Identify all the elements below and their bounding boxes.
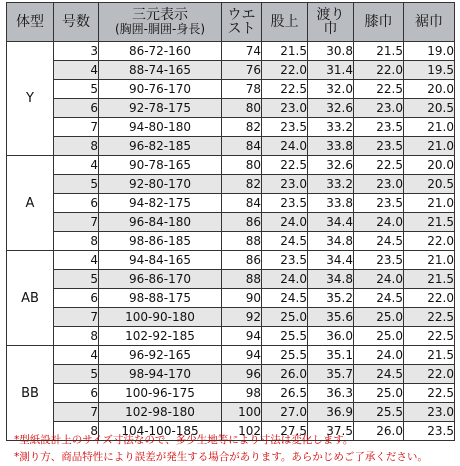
- size-number-cell: 8: [54, 137, 99, 156]
- hem-cell: 21.0: [404, 118, 455, 137]
- hem-cell: 21.5: [404, 346, 455, 365]
- size-number-cell: 5: [54, 365, 99, 384]
- table-body: [7, 42, 455, 441]
- size-number-cell: 6: [54, 289, 99, 308]
- hem-cell: 20.5: [404, 175, 455, 194]
- thigh-cell: 32.0: [308, 80, 354, 99]
- thigh-cell: 36.9: [308, 403, 354, 422]
- rise-cell: 23.5: [262, 251, 308, 270]
- knee-cell: 23.0: [354, 99, 404, 118]
- knee-cell: 24.0: [354, 346, 404, 365]
- table-row: [7, 118, 455, 137]
- size-number-cell: 4: [54, 156, 99, 175]
- table-row: [7, 384, 455, 403]
- waist-cell: 98: [222, 384, 262, 403]
- thigh-cell: 31.4: [308, 61, 354, 80]
- header-waist: [222, 3, 262, 42]
- rise-cell: 23.0: [262, 175, 308, 194]
- table-header: [7, 3, 455, 42]
- hem-cell: 21.5: [404, 213, 455, 232]
- body-type-cell: Y: [7, 42, 54, 156]
- header-size-number: 号数: [54, 3, 99, 42]
- waist-cell: 100: [222, 403, 262, 422]
- table-row: [7, 194, 455, 213]
- hem-cell: 19.0: [404, 42, 455, 61]
- table-row: [7, 232, 455, 251]
- body-type-cell: A: [7, 156, 54, 251]
- three-measure-cell: 90-78-165: [99, 156, 222, 175]
- waist-cell: 86: [222, 251, 262, 270]
- hem-cell: 20.0: [404, 80, 455, 99]
- rise-cell: 23.5: [262, 194, 308, 213]
- size-number-cell: 8: [54, 232, 99, 251]
- hem-cell: 20.5: [404, 99, 455, 118]
- size-number-cell: 3: [54, 42, 99, 61]
- rise-cell: 21.5: [262, 42, 308, 61]
- three-measure-cell: 98-94-170: [99, 365, 222, 384]
- table-row: [7, 42, 455, 61]
- thigh-cell: 36.3: [308, 384, 354, 403]
- header-knee: 膝巾: [354, 3, 404, 42]
- size-number-cell: 5: [54, 175, 99, 194]
- rise-cell: 25.0: [262, 308, 308, 327]
- three-measure-cell: 102-98-180: [99, 403, 222, 422]
- three-measure-cell: 92-78-175: [99, 99, 222, 118]
- three-measure-cell: 96-84-180: [99, 213, 222, 232]
- knee-cell: 23.5: [354, 251, 404, 270]
- table-row: [7, 175, 455, 194]
- hem-cell: 22.5: [404, 384, 455, 403]
- thigh-cell: 35.1: [308, 346, 354, 365]
- table-row: [7, 80, 455, 99]
- three-measure-cell: 96-86-170: [99, 270, 222, 289]
- size-number-cell: 4: [54, 251, 99, 270]
- header-thigh-line2: 巾: [323, 21, 338, 37]
- table-row: [7, 270, 455, 289]
- waist-cell: 84: [222, 137, 262, 156]
- thigh-cell: 34.8: [308, 232, 354, 251]
- knee-cell: 24.5: [354, 289, 404, 308]
- three-measure-cell: 104-100-185: [99, 422, 222, 441]
- three-measure-cell: 98-86-185: [99, 232, 222, 251]
- knee-cell: 23.5: [354, 137, 404, 156]
- waist-cell: 76: [222, 61, 262, 80]
- knee-cell: 22.5: [354, 80, 404, 99]
- three-measure-cell: 94-80-180: [99, 118, 222, 137]
- size-number-cell: 5: [54, 80, 99, 99]
- size-number-cell: 7: [54, 213, 99, 232]
- waist-cell: 80: [222, 99, 262, 118]
- three-measure-cell: 100-96-175: [99, 384, 222, 403]
- table-row: [7, 327, 455, 346]
- table-row: [7, 308, 455, 327]
- waist-cell: 88: [222, 270, 262, 289]
- rise-cell: 23.0: [262, 99, 308, 118]
- header-body-type: 体型: [7, 3, 54, 42]
- thigh-cell: 34.4: [308, 251, 354, 270]
- rise-cell: 24.5: [262, 289, 308, 308]
- size-number-cell: 6: [54, 194, 99, 213]
- hem-cell: 21.0: [404, 137, 455, 156]
- three-measure-cell: 88-74-165: [99, 61, 222, 80]
- hem-cell: 21.5: [404, 270, 455, 289]
- waist-cell: 82: [222, 118, 262, 137]
- waist-cell: 102: [222, 422, 262, 441]
- thigh-cell: 30.8: [308, 42, 354, 61]
- thigh-cell: 35.6: [308, 308, 354, 327]
- knee-cell: 24.0: [354, 213, 404, 232]
- waist-cell: 94: [222, 346, 262, 365]
- three-measure-cell: 96-92-165: [99, 346, 222, 365]
- waist-cell: 96: [222, 365, 262, 384]
- waist-cell: 78: [222, 80, 262, 99]
- table-row: [7, 156, 455, 175]
- three-measure-cell: 90-76-170: [99, 80, 222, 99]
- thigh-cell: 32.6: [308, 99, 354, 118]
- three-measure-cell: 100-90-180: [99, 308, 222, 327]
- size-number-cell: 8: [54, 327, 99, 346]
- hem-cell: 23.0: [404, 403, 455, 422]
- three-measure-cell: 102-92-185: [99, 327, 222, 346]
- waist-cell: 82: [222, 175, 262, 194]
- size-chart-table: [6, 2, 455, 441]
- size-number-cell: 6: [54, 384, 99, 403]
- header-thigh: [308, 3, 354, 42]
- table-row: [7, 346, 455, 365]
- rise-cell: 24.0: [262, 137, 308, 156]
- rise-cell: 26.5: [262, 384, 308, 403]
- waist-cell: 90: [222, 289, 262, 308]
- hem-cell: 22.0: [404, 289, 455, 308]
- thigh-cell: 34.8: [308, 270, 354, 289]
- table-row: [7, 365, 455, 384]
- hem-cell: 21.0: [404, 194, 455, 213]
- rise-cell: 24.5: [262, 232, 308, 251]
- header-three-measure-title: 三元表示: [132, 7, 188, 23]
- body-type-cell: BB: [7, 346, 54, 441]
- three-measure-cell: 94-82-175: [99, 194, 222, 213]
- waist-cell: 88: [222, 232, 262, 251]
- waist-cell: 74: [222, 42, 262, 61]
- header-rise: 股上: [262, 3, 308, 42]
- thigh-cell: 35.7: [308, 365, 354, 384]
- knee-cell: 25.0: [354, 327, 404, 346]
- knee-cell: 24.5: [354, 365, 404, 384]
- thigh-cell: 33.8: [308, 137, 354, 156]
- three-measure-cell: 86-72-160: [99, 42, 222, 61]
- waist-cell: 86: [222, 213, 262, 232]
- hem-cell: 22.5: [404, 308, 455, 327]
- rise-cell: 27.0: [262, 403, 308, 422]
- header-three-measure-sub: (胸囲-胴囲-身長): [114, 22, 206, 36]
- hem-cell: 19.5: [404, 61, 455, 80]
- waist-cell: 94: [222, 327, 262, 346]
- size-number-cell: 7: [54, 308, 99, 327]
- size-number-cell: 5: [54, 270, 99, 289]
- thigh-cell: 36.0: [308, 327, 354, 346]
- rise-cell: 27.5: [262, 422, 308, 441]
- header-thigh-line1: 渡り: [316, 7, 345, 23]
- table-row: [7, 213, 455, 232]
- thigh-cell: 34.4: [308, 213, 354, 232]
- knee-cell: 23.0: [354, 175, 404, 194]
- table-row: [7, 251, 455, 270]
- thigh-cell: 32.6: [308, 156, 354, 175]
- knee-cell: 23.5: [354, 118, 404, 137]
- hem-cell: 23.5: [404, 422, 455, 441]
- size-number-cell: 8: [54, 422, 99, 441]
- thigh-cell: 37.5: [308, 422, 354, 441]
- table-row: [7, 289, 455, 308]
- three-measure-cell: 98-88-175: [99, 289, 222, 308]
- body-type-cell: AB: [7, 251, 54, 346]
- rise-cell: 25.5: [262, 346, 308, 365]
- table-row: [7, 99, 455, 118]
- header-hem: 裾巾: [404, 3, 455, 42]
- notes: [14, 432, 454, 466]
- knee-cell: 26.0: [354, 422, 404, 441]
- rise-cell: 23.5: [262, 118, 308, 137]
- size-number-cell: 4: [54, 346, 99, 365]
- table-row: [7, 403, 455, 422]
- knee-cell: 24.5: [354, 232, 404, 251]
- rise-cell: 26.0: [262, 365, 308, 384]
- knee-cell: 25.0: [354, 384, 404, 403]
- waist-cell: 92: [222, 308, 262, 327]
- header-waist-line1: ウエ: [227, 7, 256, 23]
- knee-cell: 22.0: [354, 61, 404, 80]
- knee-cell: 21.5: [354, 42, 404, 61]
- hem-cell: 22.5: [404, 327, 455, 346]
- rise-cell: 22.5: [262, 156, 308, 175]
- rise-cell: 24.0: [262, 270, 308, 289]
- three-measure-cell: 92-80-170: [99, 175, 222, 194]
- note-line-2: *測り方、商品特性により誤差が発生する場合があります。あらかじめご了承ください。: [14, 451, 428, 463]
- waist-cell: 84: [222, 194, 262, 213]
- knee-cell: 22.5: [354, 156, 404, 175]
- size-number-cell: 4: [54, 61, 99, 80]
- size-number-cell: 7: [54, 403, 99, 422]
- size-number-cell: 6: [54, 99, 99, 118]
- knee-cell: 25.0: [354, 308, 404, 327]
- three-measure-cell: 94-84-165: [99, 251, 222, 270]
- thigh-cell: 33.2: [308, 118, 354, 137]
- hem-cell: 20.0: [404, 156, 455, 175]
- hem-cell: 22.0: [404, 365, 455, 384]
- thigh-cell: 35.2: [308, 289, 354, 308]
- hem-cell: 21.0: [404, 251, 455, 270]
- waist-cell: 80: [222, 156, 262, 175]
- header-three-measure: [99, 3, 222, 42]
- thigh-cell: 33.8: [308, 194, 354, 213]
- knee-cell: 23.5: [354, 194, 404, 213]
- rise-cell: 22.0: [262, 61, 308, 80]
- size-number-cell: 7: [54, 118, 99, 137]
- rise-cell: 25.5: [262, 327, 308, 346]
- note-line-1: *型紙設計上のサイズ寸法なので、多少生地等により寸法は変化します。: [14, 434, 354, 446]
- table-row: [7, 61, 455, 80]
- rise-cell: 22.5: [262, 80, 308, 99]
- knee-cell: 24.0: [354, 270, 404, 289]
- table-row: [7, 137, 455, 156]
- hem-cell: 22.0: [404, 232, 455, 251]
- header-waist-line2: スト: [227, 21, 256, 37]
- three-measure-cell: 96-82-185: [99, 137, 222, 156]
- thigh-cell: 33.2: [308, 175, 354, 194]
- rise-cell: 24.0: [262, 213, 308, 232]
- knee-cell: 25.5: [354, 403, 404, 422]
